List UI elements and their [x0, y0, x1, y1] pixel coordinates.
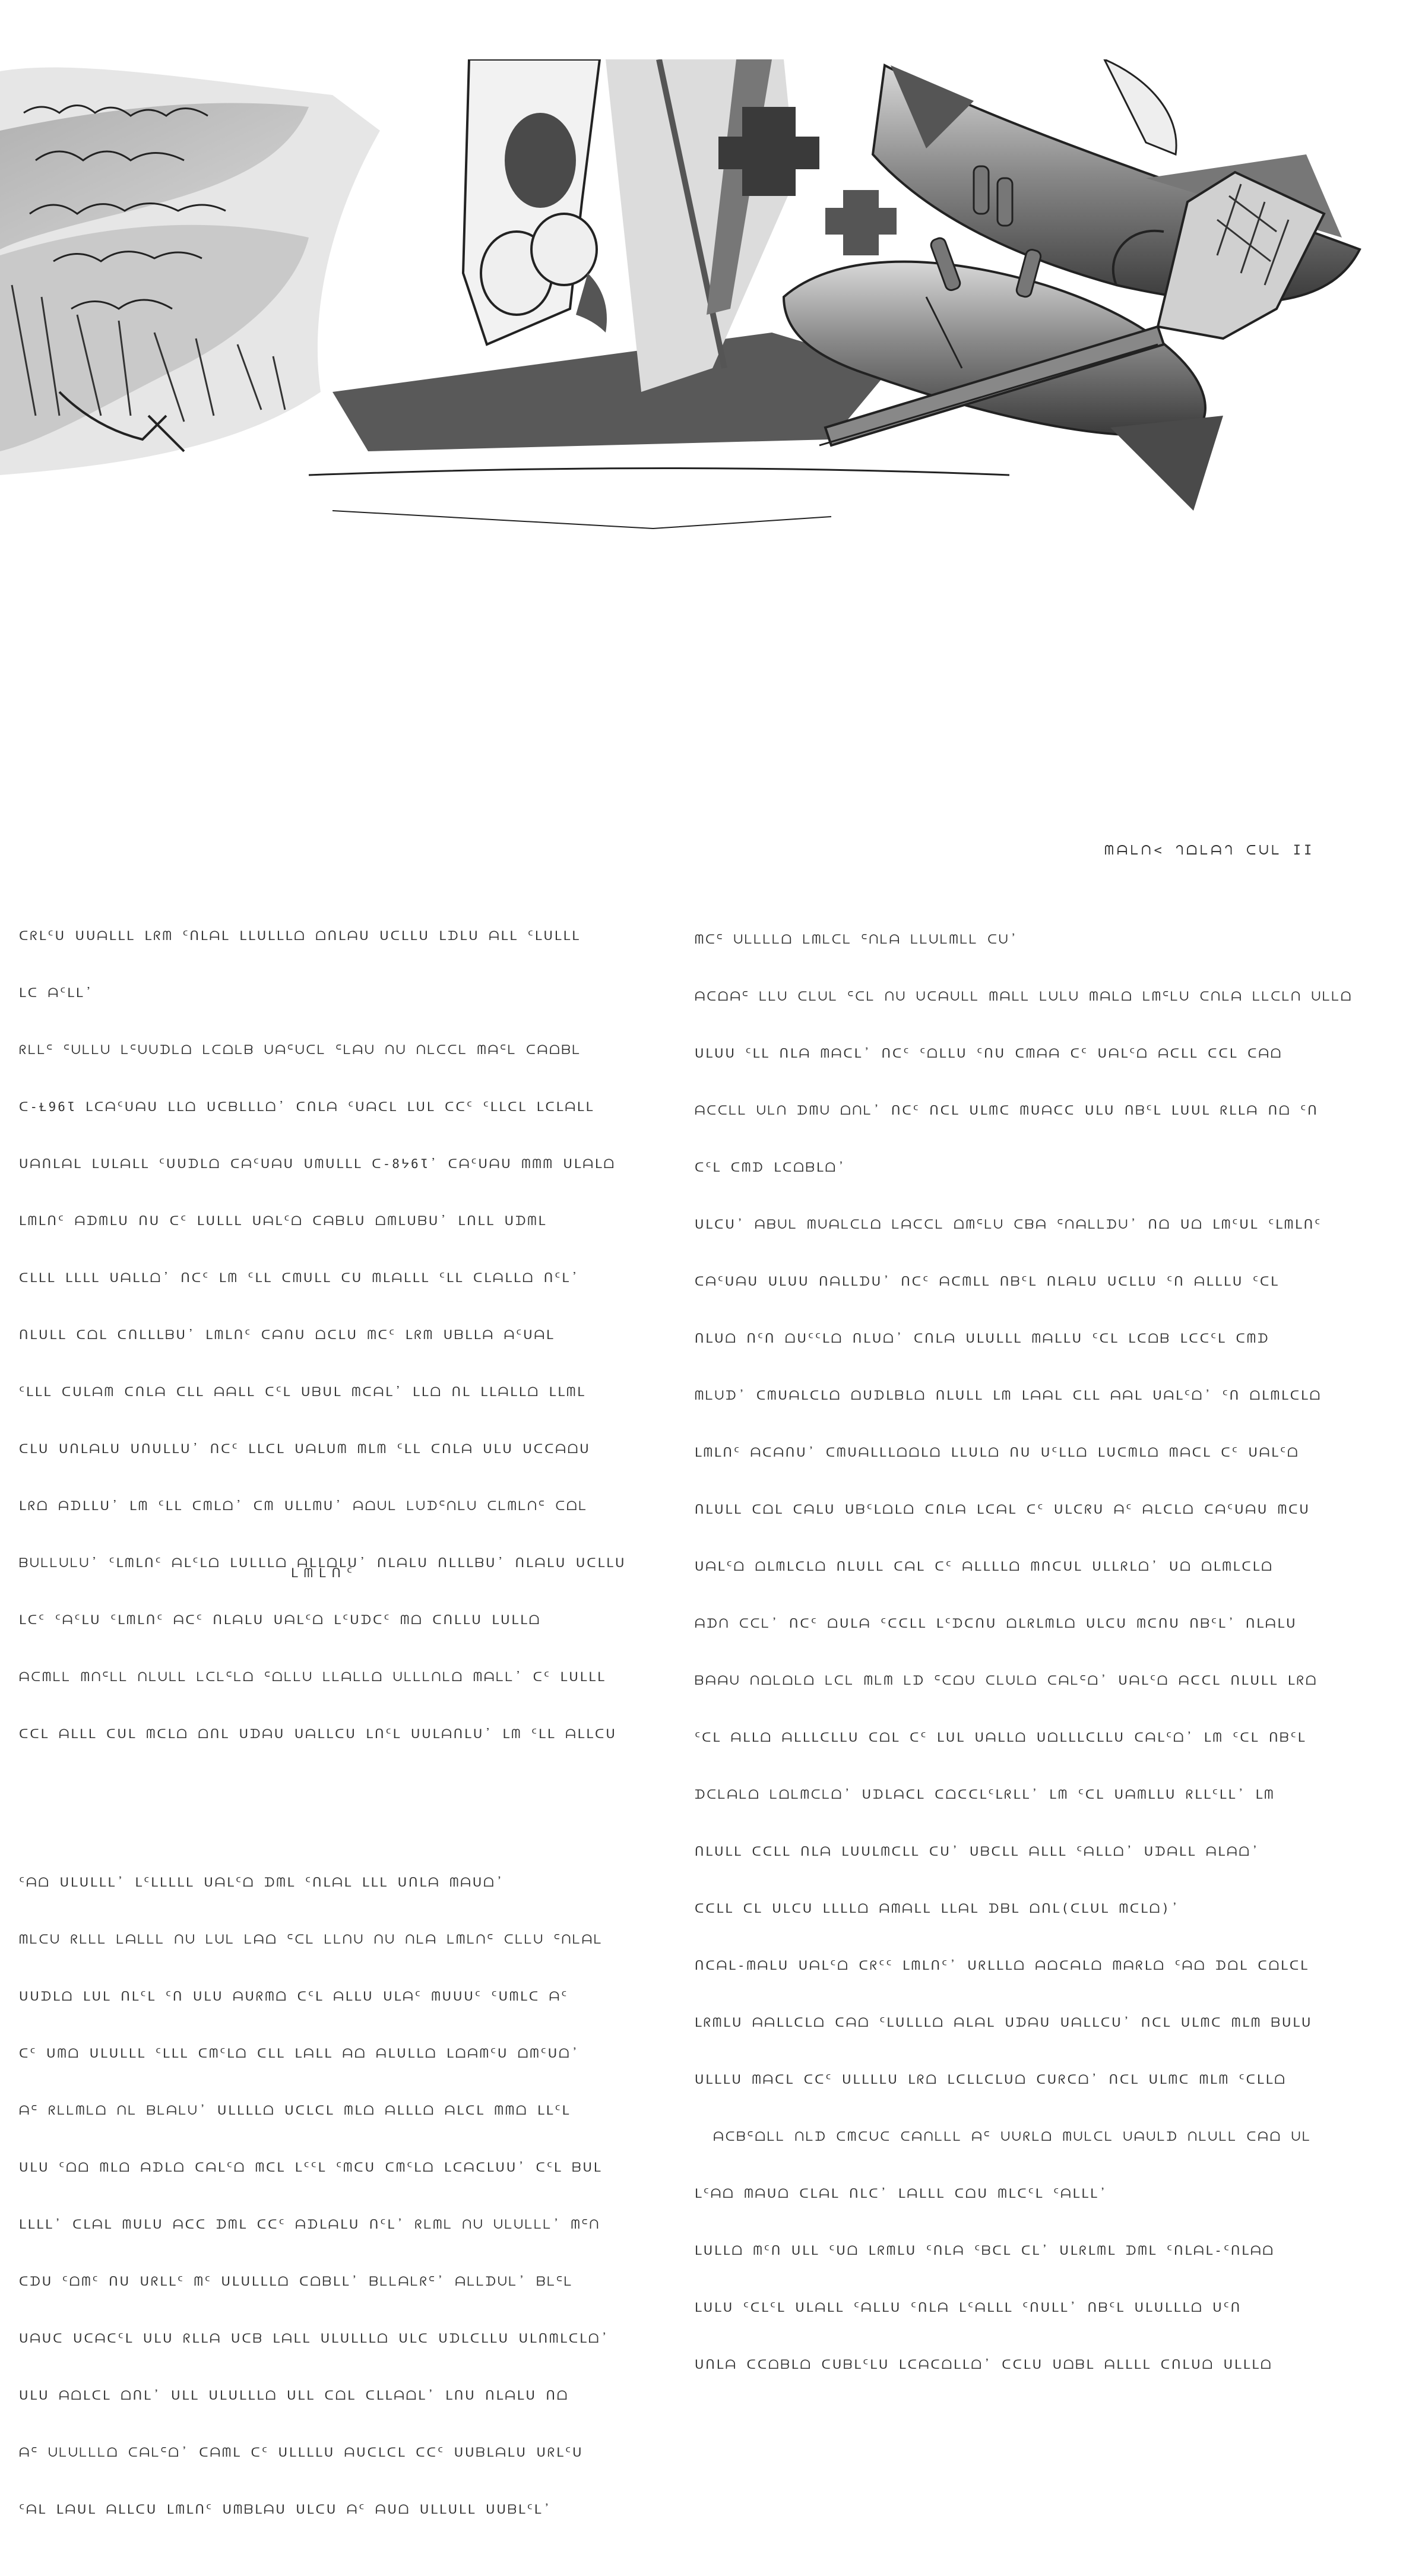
text-line: ᑕᖇᒪᑦᑌ ᑌᑌᗩᒪᒪᒪ ᒪᖇᗰ ᑦᑎᒪᗩᒪ ᒪᒪᑌᒪᒪᒪᗝ ᗝᑎᒪᗩᑌ ᑌᑕᒪᒪᑌ ᒪᗪᒪᑌ ᗩᒪᒪ ᑦᒪᑌᒪᒪᒪ: [19, 929, 581, 943]
smoke-cloud: [0, 68, 380, 475]
ground-shadow: [332, 333, 891, 451]
author-signature: ᒪᗰᒪᑎᑦ: [291, 1566, 359, 1580]
text-line: ᑎᒪᑌᒪᒪ ᑕᗝᒪ ᑕᑎᒪᒪᒪᗷᑌ᾿ ᒪᗰᒪᑎᑦ ᑕᗩᑎᑌ ᗝᑕᒪᑌ ᗰᑕᑦ ᒪᖇᗰ ᑌᗷᒪᒪᗩ ᗩᑦᑌᗩᒪ: [19, 1328, 555, 1342]
text-line: ᗰᒪᑌᗪ᾿ ᑕᗰᑌᗩᒪᑕᒪᗝ ᗝᑌᗪᒪᗷᒪᗝ ᑎᒪᑌᒪᒪ ᒪᗰ ᒪᗩᗩᒪ ᑕᒪᒪ ᗩᗩᒪ ᑌᗩᒪᑦᗝ᾿ ᑦᑎ ᗝᒪᗰᒪᑕᒪᗝ: [695, 1388, 1322, 1403]
text-line: ᒪᖇᗝ ᗩᗪᒪᒪᑌ᾿ ᒪᗰ ᑦᒪᒪ ᑕᗰᒪᗝ᾿ ᑕᗰ ᑌᒪᒪᗰᑌ᾿ ᗩᗝᑌᒪ ᒪᑌᗪᑦᑎᒪᑌ ᑕᒪᗰᒪᑎᑦ ᑕᗝᒪ: [19, 1499, 588, 1513]
text-line: ᗰᑕᑦ ᑌᒪᒪᒪᒪᗝ ᒪᗰᒪᑕᒪ ᑦᑎᒪᗩ ᒪᒪᑌᒪᗰᒪᒪ ᑕᑌ᾿: [695, 932, 1019, 947]
text-line: ᑌᒪᑌᑌ ᑦᒪᒪ ᑎᒪᗩ ᗰᗩᑕᒪ᾿ ᑎᑕᑦ ᑦᗝᒪᒪᑌ ᑦᑎᑌ ᑕᗰᗩᗩ ᑕᑦ ᑌᗩᒪᑦᗝ ᗩᑕᒪᒪ ᑕᑕᒪ ᑕᗩᗝ: [695, 1046, 1283, 1061]
text-line: ᖇᒪᒪᑦ ᑦᑌᒪᒪᑌ ᒪᑦᑌᑌᗪᒪᗝ ᒪᑕᗝᒪᗷ ᑌᗩᑦᑌᑕᒪ ᑦᒪᗩᑌ ᑎᑌ ᑎᒪᑕᑕᒪ ᗰᗩᑦᒪ ᑕᗩᗝᗷᒪ: [19, 1043, 582, 1057]
text-line: ᗷᗩᗩᑌ ᑎᗝᒪᗝᒪᗝ ᒪᑕᒪ ᗰᒪᗰ ᒪᗪ ᑦᑕᗝᑌ ᑕᒪᑌᒪᗝ ᑕᗩᒪᑦᗝ᾿ ᑌᗩᒪᑦᗝ ᗩᑕᑕᒪ ᑎᒪᑌᒪᒪ ᒪᖇᗝ: [695, 1673, 1318, 1688]
text-line: ᒪᑌᒪᑌ ᑦᑕᒪᑦᒪ ᑌᒪᗩᒪᒪ ᑦᗩᒪᒪᑌ ᑦᑎᒪᗩ ᒪᑦᗩᒪᒪᒪ ᑦᑎᑌᒪᒪ᾿ ᑎᗷᑦᒪ ᑌᒪᑌᒪᒪᒪᗝ ᑌᑦᑎ: [695, 2300, 1242, 2315]
right-column-text: [695, 892, 1353, 2393]
text-line: ᒪᑕᑦ ᑦᗩᑦᒪᑌ ᑦᒪᗰᒪᑎᑦ ᗩᑕᑦ ᑎᒪᗩᒪᑌ ᑌᗩᒪᑦᗝ ᒪᑦᑌᗪᑕᑦ ᗰᗝ ᑕᑎᒪᒪᑌ ᒪᑌᒪᒪᗝ: [19, 1613, 542, 1627]
text-line: ᑌᑎᒪᗩ ᑕᑕᗝᗷᒪᗝ ᑕᑌᗷᒪᑦᒪᑌ ᒪᑕᗩᑕᗝᒪᒪᗝ᾿ ᑕᑕᒪᑌ ᑌᗝᗷᒪ ᗩᒪᒪᒪᒪ ᑕᑎᒪᑌᗝ ᑌᒪᒪᒪᗝ: [695, 2357, 1273, 2372]
paragraph-2: [19, 1835, 626, 2557]
text-line: ᗩᑦ ᑌᒪᑌᒪᒪᒪᗝ ᑕᗩᒪᑦᗝ᾿ ᑕᗩᗰᒪ ᑕᑦ ᑌᒪᒪᒪᒪᑌ ᗩᑌᑕᒪᑕᒪ ᑕᑕᑦ ᑌᑌᗷᒪᗩᒪᑌ ᑌᖇᒪᑦᑌ: [19, 2445, 584, 2460]
text-line: ᑕᗪᑌ ᑦᗝᗰᑦ ᑎᑌ ᑌᖇᒪᒪᑦ ᗰᑦ ᑌᒪᑌᒪᒪᒪᗝ ᑕᗝᗷᒪᒪ᾿ ᗷᒪᒪᗩᒪᖇᑦ᾿ ᗩᒪᒪᗪᑌᒪ᾿ ᗷᒪᑦᒪ: [19, 2274, 574, 2289]
text-line: ᗩᑕᗷᑦᗝᒪᒪ ᑎᒪᗪ ᑕᗰᑕᑌᑕ ᑕᗩᑎᒪᒪᒪ ᗩᑦ ᑌᑌᖇᒪᗝ ᗰᑌᒪᑕᒪ ᑌᗩᑌᒪᗪ ᑎᒪᑌᒪᒪ ᑕᗩᗝ ᑌᒪ: [695, 2129, 1312, 2144]
paragraph-1: [19, 888, 626, 1781]
text-line: ᑕᑕᒪᒪ ᑕᒪ ᑌᒪᑕᑌ ᒪᒪᒪᒪᗝ ᗩᗰᗩᒪᒪ ᒪᒪᗩᒪ ᗪᗷᒪ ᗝᑎᒪ(ᑕᒪᑌᒪ ᗰᑕᒪᗝ)᾿: [695, 1901, 1180, 1916]
text-line: ᑌᒪᑌ ᑦᗝᗝ ᗰᒪᗝ ᗩᗪᒪᗝ ᑕᗩᒪᑦᗝ ᗰᑕᒪ ᒪᑦᑦᒪ ᑦᗰᑕᑌ ᑕᗰᑦᒪᗝ ᒪᑕᗩᑕᒪᑌᑌ᾿ ᑕᑦᒪ ᗷᑌᒪ: [19, 2160, 603, 2175]
text-line: ᑕᒪᒪᒪ ᒪᒪᒪᒪ ᑌᗩᒪᒪᗝ᾿ ᑎᑕᑦ ᒪᗰ ᑦᒪᒪ ᑕᗰᑌᒪᒪ ᑕᑌ ᗰᒪᗩᒪᒪᒪ ᑦᒪᒪ ᑕᒪᗩᒪᒪᗝ ᑎᑦᒪ᾿: [19, 1271, 580, 1285]
text-line: ᗩᗪᑎ ᑕᑕᒪ᾿ ᑎᑕᑦ ᗝᑌᒪᗩ ᑦᑕᑕᒪᒪ ᒪᑦᗪᑕᑎᑌ ᗝᒪᖇᒪᗰᒪᗝ ᑌᒪᑕᑌ ᗰᑕᑎᑌ ᑎᗷᑦᒪ᾿ ᑎᒪᗩᒪᑌ: [695, 1616, 1297, 1631]
text-line: ᑦᒪᒪᒪ ᑕᑌᒪᗩᗰ ᑕᑎᒪᗩ ᑕᒪᒪ ᗩᗩᒪᒪ ᑕᑦᒪ ᑌᗷᑌᒪ ᗰᑕᗩᒪ᾿ ᒪᒪᗝ ᑎᒪ ᒪᒪᗩᒪᒪᗝ ᒪᒪᗰᒪ: [19, 1385, 586, 1399]
text-line: ᑕᒪᑌ ᑌᑎᒪᗩᒪᑌ ᑌᑎᑌᒪᒪᑌ᾿ ᑎᑕᑦ ᒪᒪᑕᒪ ᑌᗩᒪᑌᗰ ᗰᒪᗰ ᑦᒪᒪ ᑕᑎᒪᗩ ᑌᒪᑌ ᑌᑕᑕᗩᗝᑌ: [19, 1442, 591, 1456]
text-line: ᒪᑕ ᗩᑦᒪᒪ᾿: [19, 986, 94, 1000]
text-line: ᗩᑦ ᖇᒪᒪᗰᒪᗝ ᑎᒪ ᗷᒪᗩᒪᑌ᾿ ᑌᒪᒪᒪᒪᗝ ᑌᑕᒪᑕᒪ ᗰᒪᗝ ᗩᒪᒪᒪᗝ ᗩᒪᑕᒪ ᗰᗰᗝ ᒪᒪᑦᒪ: [19, 2103, 571, 2118]
text-line: ᗰᒪᑕᑌ ᖇᒪᒪᒪ ᒪᗩᒪᒪᒪ ᑎᑌ ᒪᑌᒪ ᒪᗩᗝ ᑦᑕᒪ ᒪᒪᑎᑌ ᑎᑌ ᑎᒪᗩ ᒪᗰᒪᑎᑦ ᑕᒪᒪᑌ ᑦᑎᒪᗩᒪ: [19, 1932, 603, 1947]
text-line: ᗪᑕᒪᗩᒪᗝ ᒪᗝᒪᗰᑕᒪᗝ᾿ ᑌᗪᒪᗩᑕᒪ ᑕᗝᑕᑕᒪᑦᒪᖇᒪᒪ᾿ ᒪᗰ ᑦᑕᒪ ᑌᗩᗰᒪᒪᑌ ᖇᒪᒪᑦᒪᒪ᾿ ᒪᗰ: [695, 1787, 1275, 1802]
text-line: ᑎᒪᑌᗝ ᑎᑦᑎ ᗝᑌᑦᑦᒪᗝ ᑎᒪᑌᗝ᾿ ᑕᑎᒪᗩ ᑌᒪᑌᒪᒪᒪ ᗰᗩᒪᒪᑌ ᑦᑕᒪ ᒪᑕᗝᗷ ᒪᑕᑕᑦᒪ ᑕᗰᗪ: [695, 1331, 1270, 1346]
text-line: ᗩᑕᑕᒪᒪ ᑌᒪᑎ ᗪᗰᑌ ᗝᑎᒪ᾿ ᑎᑕᑦ ᑎᑕᒪ ᑌᒪᗰᑕ ᗰᑌᗩᑕᑕ ᑌᒪᑌ ᑎᗷᑦᒪ ᒪᑌᑌᒪ ᖇᒪᒪᗩ ᑎᗝ ᑦᑎ: [695, 1103, 1319, 1118]
falling-figure: [463, 59, 607, 344]
text-line: ᑌᗩᒪᑦᗝ ᗝᒪᗰᒪᑕᒪᗝ ᑎᒪᑌᒪᒪ ᑕᗩᒪ ᑕᑦ ᗩᒪᒪᒪᒪᗝ ᗰᑎᑕᑌᒪ ᑌᒪᒪᖇᒪᗝ᾿ ᑌᗝ ᗝᒪᗰᒪᑕᒪᗝ: [695, 1559, 1274, 1574]
text-line: ᑎᑕᗩᒪ-ᗰᗩᒪᑌ ᑌᗩᒪᑦᗝ ᑕᖇᑦᑦ ᒪᗰᒪᑎᑦ᾿ ᑌᖇᒪᒪᒪᗝ ᗩᗝᑕᗩᒪᗝ ᗰᗩᖇᒪᗝ ᑦᗩᗝ ᗪᗝᒪ ᑕᗝᒪᑕᒪ: [695, 1958, 1309, 1973]
text-line: ᑦᗩᗝ ᑌᒪᑌᒪᒪᒪ᾿ ᒪᑦᒪᒪᒪᒪᒪ ᑌᗩᒪᑦᗝ ᗪᗰᒪ ᑦᑎᒪᗩᒪ ᒪᒪᒪ ᑌᑎᒪᗩ ᗰᗩᑌᗝ᾿: [19, 1875, 505, 1890]
text-line: ᑌᒪᑌ ᗩᗝᒪᑕᒪ ᗝᑎᒪ᾿ ᑌᒪᒪ ᑌᒪᑌᒪᒪᒪᗝ ᑌᒪᒪ ᑕᗝᒪ ᑕᒪᒪᗩᗝᒪ᾿ ᒪᑎᑌ ᑎᒪᗩᒪᑌ ᑎᗝ: [19, 2388, 569, 2403]
text-line: ᗩᑕᗝᗩᑦ ᒪᒪᑌ ᑕᒪᑌᒪ ᑦᑕᒪ ᑎᑌ ᑌᑕᗩᑌᒪᒪ ᗰᗩᒪᒪ ᒪᑌᒪᑌ ᗰᗩᒪᗝ ᒪᗰᑦᒪᑌ ᑕᑎᒪᗩ ᒪᒪᑕᒪᑎ ᑌᒪᒪᗝ: [695, 989, 1353, 1004]
text-line: ᑕᑦᒪ ᑕᗰᗪ ᒪᑕᗝᗷᒪᗝ᾿: [695, 1160, 847, 1175]
text-line: ᗷᑌᒪᒪᑌᒪᑌ᾿ ᑦᒪᗰᒪᑎᑦ ᗩᒪᑦᒪᗝ ᒪᑌᒪᒪᒪᗝ ᗩᒪᒪᗝᒪᑌ᾿ ᑎᒪᗩᒪᑌ ᑎᒪᒪᒪᗷᑌ᾿ ᑎᒪᗩᒪᑌ ᑌᑕᒪᒪᑌ: [19, 1556, 626, 1570]
text-line: ᒪᑦᗩᗝ ᗰᗩᑌᗝ ᑕᒪᗩᒪ ᑎᒪᑕ᾿ ᒪᗩᒪᒪᒪ ᑕᗝᑌ ᗰᒪᑕᑦᒪ ᑦᗩᒪᒪᒪ᾿: [695, 2186, 1109, 2201]
text-line: ᑦᗩᒪ ᒪᗩᑌᒪ ᗩᒪᒪᑕᑌ ᒪᗰᒪᑎᑦ ᑌᗰᗷᒪᗩᑌ ᑌᒪᑕᑌ ᗩᑦ ᗩᑌᗝ ᑌᒪᒪᑌᒪᒪ ᑌᑌᗷᒪᑦᒪ᾿: [19, 2502, 553, 2517]
war-illustration: [0, 59, 1386, 540]
text-line: ᑌᒪᑕᑌ᾿ ᗩᗷᑌᒪ ᗰᑌᗩᒪᑕᒪᗝ ᒪᗩᑕᑕᒪ ᗝᗰᑦᒪᑌ ᑕᗷᗩ ᑦᑎᗩᒪᒪᗪᑌ᾿ ᑎᗝ ᑌᗝ ᒪᗰᑦᑌᒪ ᑦᒪᗰᒪᑎᑦ: [695, 1217, 1322, 1232]
text-line: ᑌᒪᒪᒪᑌ ᗰᗩᑕᒪ ᑕᑕᑦ ᑌᒪᒪᒪᒪᑌ ᒪᖇᗝ ᒪᑕᒪᒪᑕᒪᑌᗝ ᑕᑌᖇᑕᗝ᾿ ᑎᑕᒪ ᑌᒪᗰᑕ ᗰᒪᗰ ᑦᑕᒪᒪᗝ: [695, 2072, 1287, 2087]
text-line: ᒪᗰᒪᑎᑦ ᗩᑕᗩᑎᑌ᾿ ᑕᗰᑌᗩᒪᒪᒪᗝᗝᒪᗝ ᒪᒪᑌᒪᗝ ᑎᑌ ᑌᑦᒪᒪᗝ ᒪᑌᑕᗰᒪᗝ ᗰᗩᑕᒪ ᑕᑦ ᑌᗩᒪᑦᗝ: [695, 1445, 1300, 1460]
page-header: ᗰᗩᒪᑎ< ᒉᗝᒪᗩᒉ ᑕᑌᒪ II: [1104, 843, 1315, 858]
text-line: ᗩᑕᗰᒪᒪ ᗰᑎᑦᒪᒪ ᑎᒪᑌᒪᒪ ᒪᑕᒪᑦᒪᗝ ᑦᗝᒪᒪᑌ ᒪᒪᗩᒪᒪᗝ ᑌᒪᒪᒪᑎᒪᗝ ᗰᗩᒪᒪ᾿ ᑕᑦ ᒪᑌᒪᒪᒪ: [19, 1670, 606, 1684]
text-line: ᑌᑌᗪᒪᗝ ᒪᑌᒪ ᑎᒪᑦᒪ ᑦᑎ ᑌᒪᑌ ᗩᑌᖇᗰᗝ ᑕᑦᒪ ᗩᒪᒪᑌ ᑌᒪᗩᑦ ᗰᑌᑌᑌᑦ ᑦᑌᗰᒪᑕ ᗩᑦ: [19, 1989, 569, 2004]
text-line: ᒪᑌᒪᒪᗝ ᗰᑦᑎ ᑌᒪᒪ ᑦᑌᗝ ᒪᖇᗰᒪᑌ ᑦᑎᒪᗩ ᑦᗷᑕᒪ ᑕᒪ᾿ ᑌᒪᖇᒪᗰᒪ ᗪᗰᒪ ᑦᑎᒪᗩᒪ-ᑦᑎᒪᗩᗝ: [695, 2243, 1275, 2258]
left-column-text: [19, 850, 626, 2576]
text-line: ᑕᑦ ᑌᗰᗝ ᑌᒪᑌᒪᒪᒪ ᑦᒪᒪᒪ ᑕᗰᑦᒪᗝ ᑕᒪᒪ ᒪᗩᒪᒪ ᗩᗝ ᗩᒪᑌᒪᒪᗝ ᒪᗝᗩᗰᑦᑌ ᗝᗰᑦᑌᗝ᾿: [19, 2046, 581, 2061]
text-line: ᒪᗰᒪᑎᑦ ᗩᗪᗰᒪᑌ ᑎᑌ ᑕᑦ ᒪᑌᒪᒪᒪ ᑌᗩᒪᑦᗝ ᑕᗩᗷᒪᑌ ᗝᗰᒪᑌᗷᑌ᾿ ᒪᑎᒪᒪ ᑌᗪᗰᒪ: [19, 1214, 547, 1228]
text-line: ᑌᗩᑎᒪᗩᒪ ᒪᑌᒪᗩᒪᒪ ᑦᑌᑌᗪᒪᗝ ᑕᗩᑦᑌᗩᑌ ᑌᗰᑌᒪᒪᒪ ᑕ-8ᔭ6Ɩ᾿ ᑕᗩᑦᑌᗩᑌ ᗰᗰᗰ ᑌᒪᗩᒪᗝ: [19, 1157, 616, 1171]
text-line: ᑎᒪᑌᒪᒪ ᑕᗝᒪ ᑕᗩᒪᑌ ᑌᗷᑦᒪᗝᒪᗝ ᑕᑎᒪᗩ ᒪᑕᗩᒪ ᑕᑦ ᑌᒪᑕᖇᑌ ᗩᑦ ᗩᒪᑕᒪᗝ ᑕᗩᑦᑌᗩᑌ ᗰᑕᑌ: [695, 1502, 1310, 1517]
text-line: ᒪᖇᗰᒪᑌ ᗩᗩᒪᒪᑕᒪᗝ ᑕᗩᗝ ᑦᒪᑌᒪᒪᒪᗝ ᗩᒪᗩᒪ ᑌᗪᗩᑌ ᑌᗩᒪᒪᑕᑌ᾿ ᑎᑕᒪ ᑌᒪᗰᑕ ᗰᒪᗰ ᗷᑌᒪᑌ: [695, 2015, 1313, 2030]
text-line: ᑎᒪᑌᒪᒪ ᑕᑕᒪᒪ ᑎᒪᗩ ᒪᑌᑌᒪᗰᑕᒪᒪ ᑕᑌ᾿ ᑌᗷᑕᒪᒪ ᗩᒪᒪᒪ ᑦᗩᒪᒪᗝ᾿ ᑌᗪᗩᒪᒪ ᗩᒪᗩᗝ᾿: [695, 1844, 1261, 1859]
text-line: ᑕ-Ɫ96Ɩ ᒪᑕᗩᑦᑌᗩᑌ ᒪᒪᗝ ᑌᑕᗷᒪᒪᒪᗝ᾿ ᑕᑎᒪᗩ ᑦᑌᗩᑕᒪ ᒪᑌᒪ ᑕᑕᑦ ᑦᒪᒪᑕᒪ ᒪᑕᒪᗩᒪᒪ: [19, 1100, 595, 1114]
text-line: ᑕᑕᒪ ᗩᒪᒪᒪ ᑕᑌᒪ ᗰᑕᒪᗝ ᗝᑎᒪ ᑌᗪᗩᑌ ᑌᗩᒪᒪᑕᑌ ᒪᑎᑦᒪ ᑌᑌᒪᗩᑎᒪᑌ᾿ ᒪᗰ ᑦᒪᒪ ᗩᒪᒪᑕᑌ: [19, 1727, 617, 1741]
text-line: ᑌᗩᑌᑕ ᑌᑕᗩᑕᑦᒪ ᑌᒪᑌ ᖇᒪᒪᗩ ᑌᑕᗷ ᒪᗩᒪᒪ ᑌᒪᑌᒪᒪᒪᗝ ᑌᒪᑕ ᑌᗪᒪᑕᒪᒪᑌ ᑌᒪᑎᗰᒪᑕᒪᗝ᾿: [19, 2331, 610, 2346]
text-line: ᑦᑕᒪ ᗩᒪᒪᗝ ᗩᒪᒪᒪᑕᒪᒪᑌ ᑕᗝᒪ ᑕᑦ ᒪᑌᒪ ᑌᗩᒪᒪᗝ ᑌᗝᒪᒪᒪᑕᒪᒪᑌ ᑕᗩᒪᑦᗝ᾿ ᒪᗰ ᑦᑕᒪ ᑎᗷᑦᒪ: [695, 1730, 1307, 1745]
text-line: ᑕᗩᑦᑌᗩᑌ ᑌᒪᑌᑌ ᑎᗩᒪᒪᗪᑌ᾿ ᑎᑕᑦ ᗩᑕᗰᒪᒪ ᑎᗷᑦᒪ ᑎᒪᗩᒪᑌ ᑌᑕᒪᒪᑌ ᑦᑎ ᗩᒪᒪᒪᑌ ᑦᑕᒪ: [695, 1274, 1280, 1289]
text-line: ᒪᒪᒪᒪ᾿ ᑕᒪᗩᒪ ᗰᑌᒪᑌ ᗩᑕᑕ ᗪᗰᒪ ᑕᑕᑦ ᗩᗪᒪᗩᒪᑌ ᑎᑦᒪ᾿ ᖇᒪᗰᒪ ᑎᑌ ᑌᒪᑌᒪᒪᒪ᾿ ᗰᑦᑎ: [19, 2217, 601, 2232]
